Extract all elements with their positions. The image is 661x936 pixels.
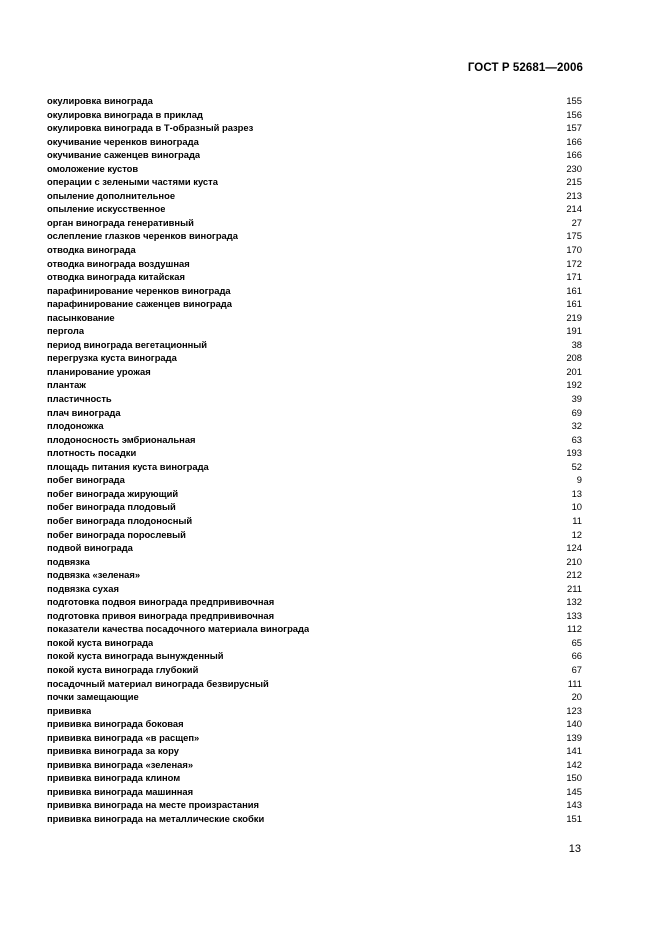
index-page-ref: 10 — [571, 501, 582, 513]
index-entry — [47, 514, 582, 528]
index-term: плантаж — [47, 379, 86, 391]
index-term: прививка винограда за кору — [47, 745, 179, 757]
index-term: окучивание саженцев винограда — [47, 149, 201, 161]
index-term: пасынкование — [47, 311, 115, 323]
index-term: окулировка винограда — [47, 95, 153, 106]
index-term: плотность посадки — [47, 447, 137, 459]
index-term: подвязка — [47, 555, 90, 567]
index-page-ref: 141 — [566, 745, 582, 757]
index-entry — [47, 284, 582, 298]
index-term: окучивание черенков винограда — [47, 135, 199, 147]
index-entry — [47, 229, 582, 243]
index-term: период винограда вегетационный — [47, 338, 208, 350]
index-page-ref: 124 — [566, 542, 582, 554]
index-page-ref: 161 — [566, 298, 582, 310]
index-page-ref: 170 — [566, 244, 582, 256]
index-entry — [47, 785, 582, 799]
index-page-ref: 219 — [566, 311, 582, 323]
index-page-ref: 13 — [571, 487, 582, 499]
index-term: показатели качества посадочного материала винограда — [47, 623, 310, 635]
index-entry — [47, 622, 582, 636]
index-entry — [47, 744, 582, 758]
index-term: побег винограда порослевый — [47, 528, 186, 540]
index-page-ref: 65 — [571, 636, 582, 648]
index-term: пластичность — [47, 393, 112, 405]
index-entry — [47, 406, 582, 420]
index-page-ref: 38 — [571, 338, 582, 350]
index-term: почки замещающие — [47, 691, 139, 703]
index-entry — [47, 649, 582, 663]
index-entry — [47, 758, 582, 772]
index-term: покой куста винограда — [47, 636, 154, 648]
index-entry — [47, 555, 582, 569]
index-term: опыление искусственное — [47, 203, 166, 215]
index-term: отводка винограда — [47, 244, 136, 256]
index-term: прививка винограда на металлические скобки — [47, 812, 265, 824]
index-term: парафинирование черенков винограда — [47, 284, 231, 296]
index-entry — [47, 162, 582, 176]
index-term: ослепление глазков черенков винограда — [47, 230, 238, 242]
index-page-ref: 208 — [566, 352, 582, 364]
index-entry — [47, 148, 582, 162]
index-page-ref: 161 — [566, 284, 582, 296]
index-term: прививка винограда клином — [47, 772, 181, 784]
index-entry — [47, 582, 582, 596]
index-page-ref: 139 — [566, 731, 582, 743]
index-entry — [47, 94, 582, 108]
index-page-ref: 210 — [566, 555, 582, 567]
index-entry — [47, 690, 582, 704]
index-entry — [47, 392, 582, 406]
index-page-ref: 214 — [566, 203, 582, 215]
index-entry — [47, 108, 582, 122]
index-entry — [47, 202, 582, 216]
index-page-ref: 123 — [566, 704, 582, 716]
index-page-ref: 27 — [571, 216, 582, 228]
index-page-ref: 112 — [567, 623, 582, 635]
index-term: прививка винограда «зеленая» — [47, 758, 194, 770]
index-entry — [47, 717, 582, 731]
index-page-ref: 155 — [566, 95, 582, 106]
index-term: орган винограда генеративный — [47, 216, 194, 228]
index-term: побег винограда плодоносный — [47, 514, 193, 526]
index-term: побег винограда жирующий — [47, 487, 179, 499]
index-term: подвязка сухая — [47, 582, 119, 594]
index-page-ref: 215 — [566, 176, 582, 188]
alphabetical-index — [47, 94, 582, 826]
index-term: площадь питания куста винограда — [47, 460, 209, 472]
index-entry — [47, 798, 582, 812]
index-page-ref: 192 — [566, 379, 582, 391]
index-term: перегрузка куста винограда — [47, 352, 177, 364]
index-page-ref: 39 — [571, 393, 582, 405]
index-entry — [47, 351, 582, 365]
index-page-ref: 69 — [571, 406, 582, 418]
index-page-ref: 63 — [571, 433, 582, 445]
index-term: прививка винограда «в расщеп» — [47, 731, 200, 743]
index-entry — [47, 541, 582, 555]
index-page-ref: 132 — [566, 596, 582, 608]
index-term: подготовка привоя винограда предпрививочная — [47, 609, 275, 621]
index-page-ref: 212 — [566, 569, 582, 581]
index-page-ref: 52 — [571, 460, 582, 472]
index-entry — [47, 189, 582, 203]
index-entry — [47, 771, 582, 785]
index-page-ref: 166 — [566, 149, 582, 161]
index-page-ref: 230 — [566, 162, 582, 174]
index-entry — [47, 135, 582, 149]
index-term: отводка винограда воздушная — [47, 257, 190, 269]
index-entry — [47, 528, 582, 542]
index-page-ref: 151 — [566, 812, 582, 824]
index-term: плодоносность эмбриональная — [47, 433, 196, 445]
index-entry — [47, 812, 582, 826]
index-page-ref: 171 — [566, 271, 582, 283]
index-term: планирование урожая — [47, 365, 151, 377]
index-term: посадочный материал винограда безвирусный — [47, 677, 269, 689]
index-entry — [47, 297, 582, 311]
index-term: парафинирование саженцев винограда — [47, 298, 232, 310]
index-page-ref: 193 — [566, 447, 582, 459]
index-entry — [47, 677, 582, 691]
index-entry — [47, 500, 582, 514]
index-term: покой куста винограда глубокий — [47, 663, 199, 675]
index-term: прививка винограда на месте произрастания — [47, 799, 260, 811]
index-entry — [47, 446, 582, 460]
index-term: окулировка винограда в приклад — [47, 108, 203, 120]
index-entry — [47, 338, 582, 352]
index-term: прививка винограда машинная — [47, 785, 194, 797]
index-page-ref: 11 — [572, 514, 582, 526]
index-page-ref: 166 — [566, 135, 582, 147]
index-entry — [47, 324, 582, 338]
index-page-ref: 133 — [566, 609, 582, 621]
index-entry — [47, 460, 582, 474]
index-term: плодоножка — [47, 420, 104, 432]
index-entry — [47, 270, 582, 284]
index-term: покой куста винограда вынужденный — [47, 650, 224, 662]
index-term: подвязка «зеленая» — [47, 569, 141, 581]
index-page-ref: 157 — [566, 122, 582, 134]
index-term: пергола — [47, 325, 85, 337]
index-term: операции с зелеными частями куста — [47, 176, 218, 188]
index-term: омоложение кустов — [47, 162, 139, 174]
index-page-ref: 213 — [566, 189, 582, 201]
index-entry — [47, 731, 582, 745]
index-term: побег винограда плодовый — [47, 501, 176, 513]
index-entry — [47, 636, 582, 650]
index-entry — [47, 365, 582, 379]
index-page-ref: 201 — [566, 365, 582, 377]
index-term: прививка винограда боковая — [47, 718, 184, 730]
index-entry — [47, 568, 582, 582]
index-page-ref: 142 — [566, 758, 582, 770]
index-page-ref: 156 — [566, 108, 582, 120]
index-entry — [47, 216, 582, 230]
index-page-ref: 150 — [566, 772, 582, 784]
index-entry — [47, 175, 582, 189]
index-entry — [47, 595, 582, 609]
index-page-ref: 211 — [567, 582, 582, 594]
index-page-ref: 32 — [571, 420, 582, 432]
index-entry — [47, 663, 582, 677]
index-term: подвой винограда — [47, 542, 133, 554]
index-term: отводка винограда китайская — [47, 271, 185, 283]
index-term: опыление дополнительное — [47, 189, 176, 201]
index-term: окулировка винограда в Т-образный разрез — [47, 122, 254, 134]
index-term: побег винограда — [47, 474, 125, 486]
index-page-ref: 140 — [566, 718, 582, 730]
index-term: плач винограда — [47, 406, 121, 418]
index-entry — [47, 243, 582, 257]
index-term: подготовка подвоя винограда предпрививочная — [47, 596, 275, 608]
index-page-ref: 66 — [571, 650, 582, 662]
index-entry — [47, 609, 582, 623]
index-entry — [47, 473, 582, 487]
index-entry — [47, 487, 582, 501]
page-number: 13 — [568, 843, 581, 855]
document-standard-header: ГОСТ Р 52681—2006 — [467, 62, 583, 74]
index-page-ref: 20 — [571, 691, 582, 703]
index-page-ref: 175 — [566, 230, 582, 242]
index-page-ref: 9 — [576, 474, 582, 486]
index-page-ref: 67 — [571, 663, 582, 675]
index-entry — [47, 121, 582, 135]
index-term: прививка — [47, 704, 92, 716]
index-page-ref: 12 — [571, 528, 582, 540]
index-page-ref: 172 — [566, 257, 582, 269]
index-entry — [47, 311, 582, 325]
index-entry — [47, 704, 582, 718]
index-page-ref: 145 — [566, 785, 582, 797]
index-page-ref: 191 — [566, 325, 582, 337]
index-page-ref: 111 — [567, 677, 582, 689]
index-entry — [47, 257, 582, 271]
index-entry — [47, 433, 582, 447]
index-page-ref: 143 — [566, 799, 582, 811]
index-entry — [47, 419, 582, 433]
index-entry — [47, 378, 582, 392]
